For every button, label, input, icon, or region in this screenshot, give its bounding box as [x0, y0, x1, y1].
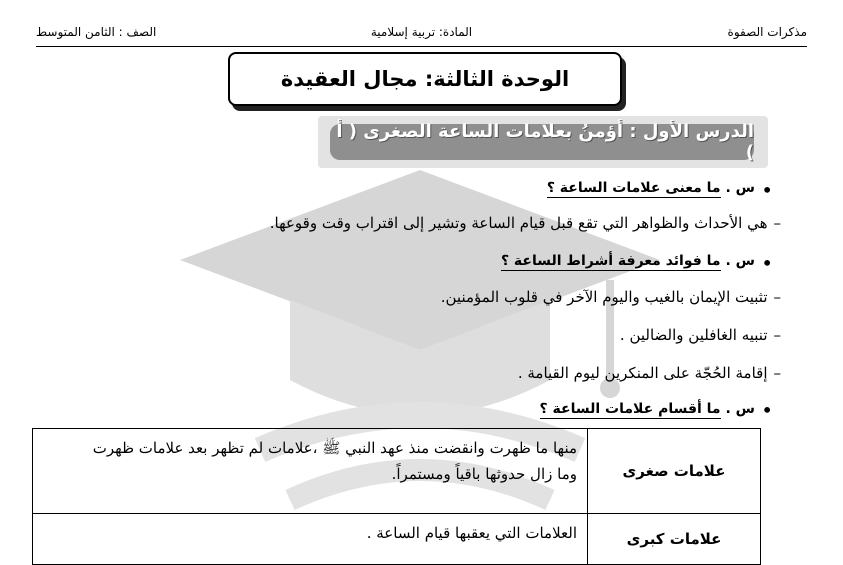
header-brand: مذكرات الصفوة [727, 25, 807, 39]
bullet-icon: • [761, 178, 773, 202]
table-term: علامات كبرى [588, 514, 761, 565]
header-subject: المادة: تربية إسلامية [370, 25, 473, 39]
answer-2-item-text: إقامة الحُجّة على المنكرين ليوم القيامة . [517, 364, 768, 382]
answer-1 [270, 214, 781, 232]
table-desc-line: العلامات التي يعقبها قيام الساعة . [366, 524, 577, 542]
question-prefix: س . [725, 253, 755, 269]
answer-1-text: هي الأحداث والظواهر التي تقع قبل قيام الساعة وتشير إلى اقتراب وقت وقوعها. [269, 214, 768, 232]
header-grade: الصف : الثامن المتوسط [36, 25, 157, 39]
dash-icon: – [773, 288, 781, 306]
bullet-icon: • [761, 251, 773, 275]
question-2-text: ما فوائد معرفة أشراط الساعة ؟ [500, 253, 721, 269]
dash-icon: – [773, 364, 781, 382]
answer-2-item [441, 288, 781, 306]
table-desc-line: وما زال حدوثها باقياً ومستمراً. [391, 465, 577, 483]
question-3-text: ما أقسام علامات الساعة ؟ [539, 401, 721, 417]
question-prefix: س . [725, 401, 755, 417]
question-1 [547, 180, 755, 196]
dash-icon: – [773, 214, 781, 232]
unit-title: الوحدة الثالثة: مجال العقيدة [228, 52, 622, 106]
table-desc [33, 429, 588, 514]
table-desc [33, 514, 588, 565]
answer-2-item-text: تثبيت الإيمان بالغيب واليوم الآخر في قلوب المؤمنين. [440, 288, 768, 306]
answer-2-item [620, 326, 781, 344]
table-term: علامات صغرى [588, 429, 761, 514]
answer-2-item [518, 364, 781, 382]
bullet-icon: • [761, 398, 773, 422]
dash-icon: – [773, 326, 781, 344]
lesson-banner [318, 116, 768, 168]
page-header [36, 22, 807, 47]
question-prefix: س . [725, 180, 755, 196]
table-desc-line: منها ما ظهرت وانقضت منذ عهد النبي ﷺ ،علامات لم تظهر بعد علامات ظهرت [92, 439, 577, 457]
table-row [33, 429, 761, 514]
lesson-title: الدرس الأول : أؤمنُ بعلامات الساعة الصغرى ( أ ) [330, 124, 754, 160]
question-1-text: ما معنى علامات الساعة ؟ [546, 180, 721, 196]
question-3 [540, 401, 755, 417]
question-2 [501, 253, 755, 269]
answer-2-item-text: تنبيه الغافلين والضالين . [619, 326, 768, 344]
table-row [33, 514, 761, 565]
signs-table [32, 428, 761, 565]
